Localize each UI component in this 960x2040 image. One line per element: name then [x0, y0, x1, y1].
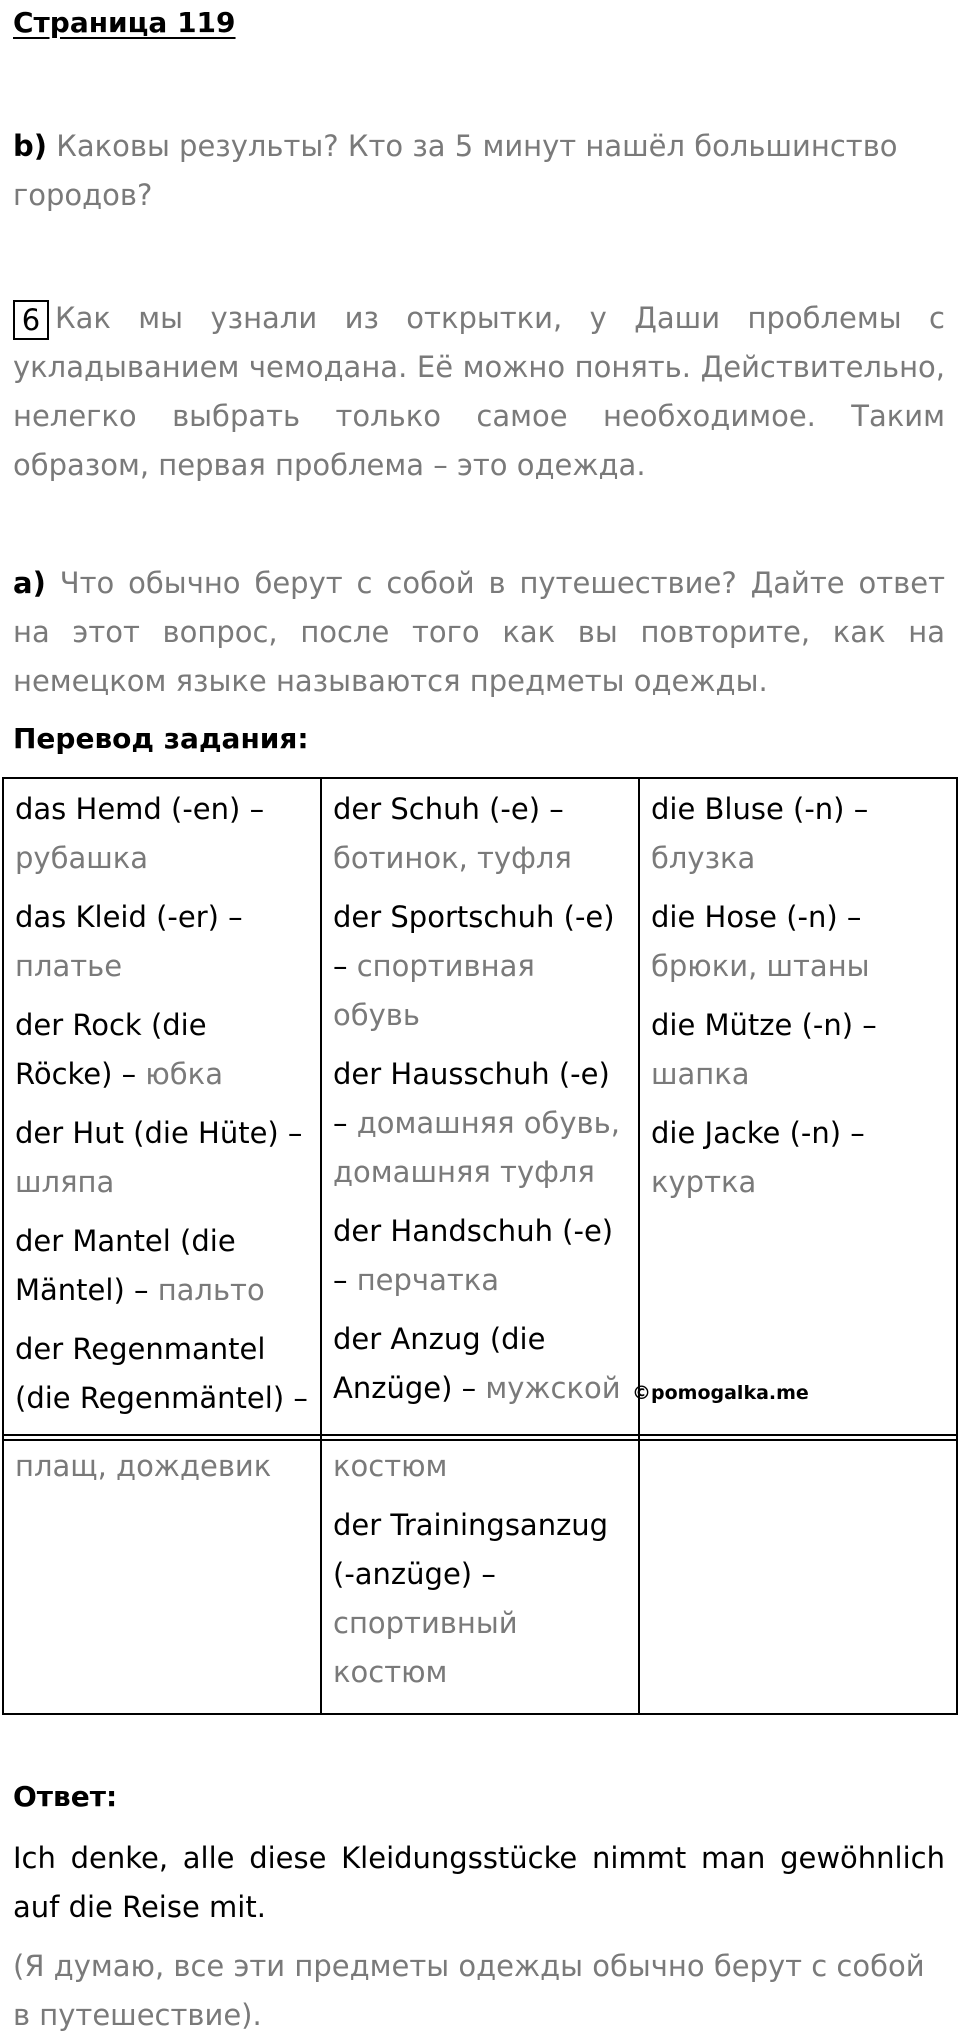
vocab-entry [15, 1217, 310, 1315]
vocab-entry [651, 785, 946, 883]
russian-translation: костюм [333, 1449, 448, 1483]
vocab-entry [333, 1050, 628, 1197]
vocab-entry [15, 893, 310, 991]
german-word: die Hose (-n) – [651, 900, 862, 934]
task-6-paragraph [13, 294, 945, 490]
russian-translation: перчатка [356, 1263, 500, 1297]
russian-translation: рубашка [15, 841, 149, 875]
russian-translation: платье [15, 949, 123, 983]
vocab-entry [333, 1315, 628, 1413]
task-a-paragraph [13, 559, 945, 706]
vocab-entry [333, 893, 628, 1040]
task-b-marker: b) [13, 129, 48, 163]
answer-heading: Ответ: [13, 1780, 118, 1813]
russian-translation: спортивная обувь [333, 949, 535, 1032]
vocab-column-2 [321, 1435, 639, 1714]
russian-translation: шапка [651, 1057, 750, 1091]
german-word: der Anzug (die Anzüge) – [333, 1322, 546, 1405]
russian-translation: шляпа [15, 1165, 115, 1199]
russian-translation: блузка [651, 841, 756, 875]
vocab-entry [15, 1109, 310, 1207]
vocab-entry [333, 1501, 628, 1697]
vocab-entry [333, 1207, 628, 1305]
translation-heading: Перевод задания: [13, 722, 309, 755]
german-word: die Mütze (-n) – [651, 1008, 877, 1042]
answer-russian: (Я думаю, все эти предметы одежды обычно берут с собой в путешествие). [13, 1949, 925, 2032]
russian-translation: куртка [651, 1165, 757, 1199]
german-word: das Kleid (-er) – [15, 900, 243, 934]
russian-translation: ботинок, туфля [333, 841, 572, 875]
german-word: das Hemd (-en) – [15, 792, 265, 826]
vocab-column-3 [639, 1435, 957, 1714]
vocab-table-2 [2, 1434, 958, 1715]
watermark: ©pomogalka.me [632, 1382, 809, 1404]
vocab-entry [333, 785, 628, 883]
vocab-entry [651, 1109, 946, 1207]
german-word: der Regenmantel (die Regenmäntel) – [15, 1332, 308, 1415]
german-word: die Jacke (-n) – [651, 1116, 865, 1150]
vocab-entry [15, 1325, 310, 1423]
vocab-column-1 [3, 778, 321, 1440]
task-a-text: Что обычно берут с собой в путешествие? Дайте ответ на этот вопрос, после того как вы повторите, как на немецком языке называются предметы одежды. [13, 566, 946, 698]
russian-translation: плащ, дождевик [15, 1449, 272, 1483]
russian-translation: юбка [145, 1057, 223, 1091]
vocab-entry [15, 1442, 310, 1491]
answer-german: Ich denke, alle diese Kleidungsstücke nimmt man gewöhnlich auf die Reise mit. [13, 1841, 945, 1924]
german-word: der Rock (die Röcke) – [15, 1008, 207, 1091]
russian-translation: спортивный костюм [333, 1606, 518, 1689]
vocab-entry [15, 785, 310, 883]
vocab-entry [651, 893, 946, 991]
vocab-entry [333, 1442, 628, 1491]
german-word: der Schuh (-e) – [333, 792, 564, 826]
vocab-column-2 [321, 778, 639, 1440]
task-b-text: Каковы результы? Кто за 5 минут нашёл большинство городов? [13, 129, 898, 212]
task-number-box: 6 [13, 300, 49, 340]
german-word: der Hut (die Hüte) – [15, 1116, 303, 1150]
russian-translation: брюки, штаны [651, 949, 870, 983]
russian-translation: мужской [485, 1371, 621, 1405]
german-word: der Trainingsanzug (-anzüge) – [333, 1508, 609, 1591]
vocab-table-1 [2, 777, 958, 1441]
german-word: der Mantel (die Mäntel) – [15, 1224, 236, 1307]
task-6-text: Как мы узнали из открытки, у Даши проблемы с укладыванием чемодана. Её можно понять. Действительно, нелегко выбрать только самое необходимое. Таким образом, первая проблема – это одежда. [13, 301, 945, 482]
page-title: Страница 119 [13, 6, 236, 39]
german-word: der Hausschuh (-e) – [333, 1057, 610, 1140]
russian-translation: домашняя обувь, домашняя туфля [333, 1106, 620, 1189]
russian-translation: пальто [157, 1273, 265, 1307]
task-a-marker: a) [13, 566, 46, 600]
german-word: die Bluse (-n) – [651, 792, 869, 826]
german-word: der Handschuh (-e) – [333, 1214, 614, 1297]
vocab-entry [15, 1001, 310, 1099]
vocab-entry [651, 1001, 946, 1099]
vocab-column-1 [3, 1435, 321, 1714]
vocab-column-3 [639, 778, 957, 1440]
german-word: der Sportschuh (-e) – [333, 900, 615, 983]
task-b-paragraph [13, 122, 945, 220]
